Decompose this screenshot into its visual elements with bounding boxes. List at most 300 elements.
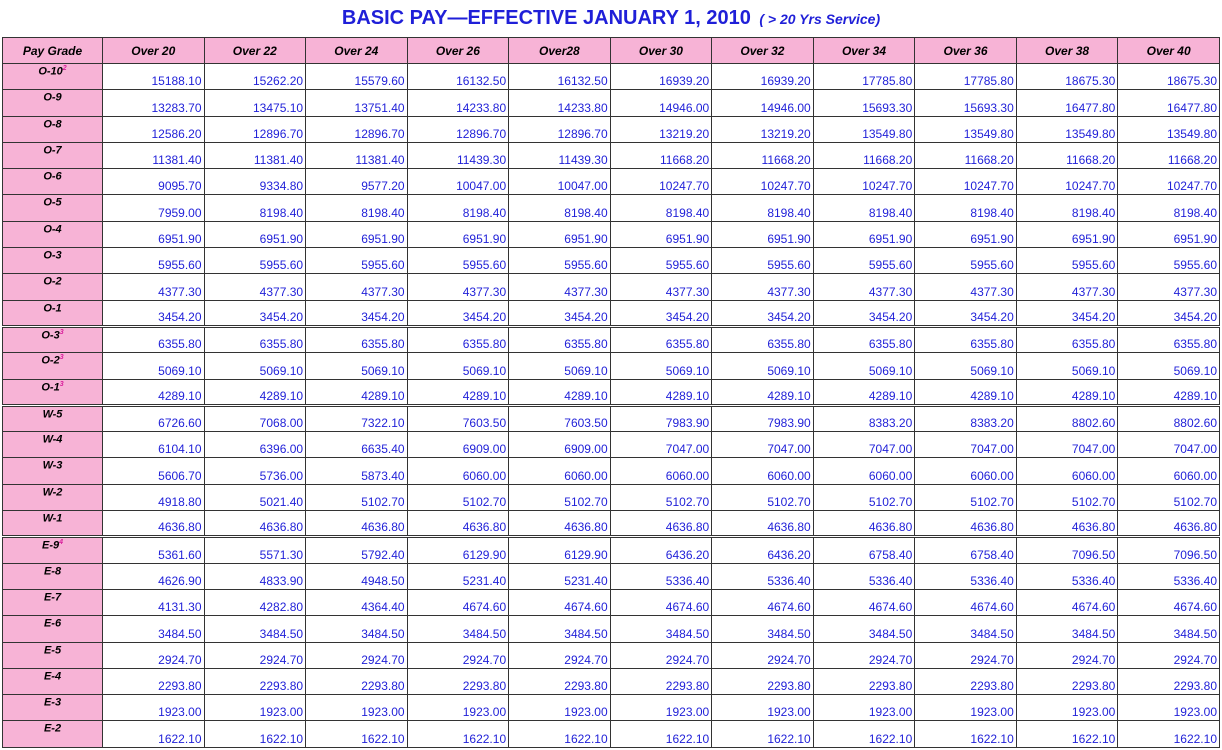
pay-value-cell: 7047.00	[1016, 432, 1118, 458]
pay-value-cell: 6635.40	[306, 432, 408, 458]
pay-value-cell: 11668.20	[712, 142, 814, 168]
pay-value-cell: 5955.60	[306, 248, 408, 274]
pay-value-cell: 3454.20	[509, 300, 611, 326]
pay-value-cell: 5102.70	[1118, 484, 1220, 510]
pay-value-cell: 5955.60	[407, 248, 509, 274]
pay-value-cell: 4377.30	[509, 274, 611, 300]
pay-value-cell: 5955.60	[103, 248, 205, 274]
pay-value-cell: 4289.10	[712, 379, 814, 405]
pay-value-cell: 1923.00	[306, 695, 408, 721]
pay-value-cell: 11668.20	[915, 142, 1017, 168]
pay-value-cell: 4674.60	[509, 589, 611, 615]
header-years-column: Over 40	[1118, 38, 1220, 64]
pay-value-cell: 4289.10	[509, 379, 611, 405]
pay-grade-label: W-2	[42, 486, 63, 499]
pay-value-cell: 1923.00	[407, 695, 509, 721]
pay-grade-cell	[3, 379, 103, 405]
pay-value-cell: 3454.20	[712, 300, 814, 326]
pay-value-cell: 4626.90	[103, 563, 205, 589]
pay-value-cell: 5069.10	[915, 353, 1017, 379]
pay-value-cell: 4289.10	[103, 379, 205, 405]
header-years-column: Over28	[509, 38, 611, 64]
pay-value-cell: 6951.90	[610, 221, 712, 247]
pay-value-cell: 10247.70	[712, 169, 814, 195]
pay-grade-label: O-9	[43, 91, 62, 104]
pay-value-cell: 5069.10	[407, 353, 509, 379]
pay-value-cell: 2924.70	[1016, 642, 1118, 668]
pay-value-cell: 7068.00	[204, 405, 306, 431]
header-years-column: Over 36	[915, 38, 1017, 64]
header-years-column: Over 34	[813, 38, 915, 64]
pay-value-cell: 5102.70	[712, 484, 814, 510]
pay-value-cell: 3454.20	[1016, 300, 1118, 326]
pay-value-cell: 9095.70	[103, 169, 205, 195]
pay-value-cell: 6726.60	[103, 405, 205, 431]
pay-value-cell: 5571.30	[204, 537, 306, 563]
pay-value-cell: 9334.80	[204, 169, 306, 195]
pay-value-cell: 1923.00	[813, 695, 915, 721]
pay-value-cell: 5361.60	[103, 537, 205, 563]
pay-grade-cell	[3, 589, 103, 615]
pay-grade-label: O-5	[43, 197, 62, 210]
pay-value-cell: 4674.60	[407, 589, 509, 615]
pay-value-cell: 6060.00	[1118, 458, 1220, 484]
pay-value-cell: 6951.90	[509, 221, 611, 247]
pay-grade-cell	[3, 563, 103, 589]
pay-value-cell: 6951.90	[915, 221, 1017, 247]
pay-value-cell: 2293.80	[509, 668, 611, 694]
pay-value-cell: 2924.70	[915, 642, 1017, 668]
pay-value-cell: 6951.90	[1118, 221, 1220, 247]
pay-grade-label: O-3	[41, 329, 60, 342]
pay-value-cell: 4674.60	[915, 589, 1017, 615]
pay-grade-cell	[3, 221, 103, 247]
pay-value-cell: 5069.10	[204, 353, 306, 379]
pay-grade-cell	[3, 90, 103, 116]
pay-value-cell: 13549.80	[1016, 116, 1118, 142]
pay-grade-cell	[3, 169, 103, 195]
pay-value-cell: 5336.40	[610, 563, 712, 589]
pay-value-cell: 8198.40	[813, 195, 915, 221]
pay-value-cell: 5336.40	[1118, 563, 1220, 589]
pay-value-cell: 6355.80	[204, 326, 306, 352]
pay-value-cell: 5955.60	[204, 248, 306, 274]
pay-value-cell: 13283.70	[103, 90, 205, 116]
pay-grade-cell	[3, 300, 103, 326]
table-row	[3, 221, 1220, 247]
pay-value-cell: 6355.80	[610, 326, 712, 352]
title-main: BASIC PAY—EFFECTIVE JANUARY 1, 2010	[341, 7, 751, 29]
pay-value-cell: 4636.80	[509, 511, 611, 537]
pay-value-cell: 8198.40	[1118, 195, 1220, 221]
pay-value-cell: 16477.80	[1016, 90, 1118, 116]
pay-value-cell: 4377.30	[306, 274, 408, 300]
basic-pay-table	[2, 37, 1220, 748]
pay-value-cell: 6060.00	[813, 458, 915, 484]
pay-value-cell: 8198.40	[915, 195, 1017, 221]
pay-value-cell: 5021.40	[204, 484, 306, 510]
pay-value-cell: 2924.70	[204, 642, 306, 668]
pay-value-cell: 2924.70	[509, 642, 611, 668]
pay-value-cell: 6758.40	[813, 537, 915, 563]
pay-grade-label: E-2	[43, 723, 62, 736]
pay-value-cell: 2293.80	[813, 668, 915, 694]
pay-grade-label: E-6	[43, 617, 62, 630]
pay-value-cell: 5955.60	[610, 248, 712, 274]
pay-value-cell: 4377.30	[610, 274, 712, 300]
table-body	[3, 64, 1220, 748]
pay-value-cell: 7983.90	[712, 405, 814, 431]
pay-value-cell: 8383.20	[813, 405, 915, 431]
pay-value-cell: 1923.00	[915, 695, 1017, 721]
pay-value-cell: 15188.10	[103, 64, 205, 90]
pay-value-cell: 3484.50	[407, 616, 509, 642]
table-row	[3, 537, 1220, 563]
table-row	[3, 90, 1220, 116]
table-row	[3, 142, 1220, 168]
header-years-column: Over 30	[610, 38, 712, 64]
pay-value-cell: 6355.80	[509, 326, 611, 352]
pay-value-cell: 8198.40	[1016, 195, 1118, 221]
pay-value-cell: 10047.00	[509, 169, 611, 195]
pay-value-cell: 6355.80	[407, 326, 509, 352]
table-row	[3, 668, 1220, 694]
pay-value-cell: 1622.10	[813, 721, 915, 747]
pay-value-cell: 1622.10	[509, 721, 611, 747]
pay-value-cell: 6951.90	[204, 221, 306, 247]
pay-value-cell: 5069.10	[1016, 353, 1118, 379]
pay-value-cell: 8198.40	[610, 195, 712, 221]
pay-value-cell: 15262.20	[204, 64, 306, 90]
footnote-marker: 4	[59, 539, 64, 547]
pay-grade-label: O-7	[43, 144, 62, 157]
pay-value-cell: 1622.10	[407, 721, 509, 747]
pay-value-cell: 4131.30	[103, 589, 205, 615]
pay-value-cell: 4636.80	[407, 511, 509, 537]
header-years-column: Over 38	[1016, 38, 1118, 64]
pay-grade-label: E-7	[43, 591, 62, 604]
pay-value-cell: 1923.00	[509, 695, 611, 721]
pay-value-cell: 5955.60	[1016, 248, 1118, 274]
pay-value-cell: 4948.50	[306, 563, 408, 589]
pay-value-cell: 11381.40	[306, 142, 408, 168]
pay-grade-cell	[3, 721, 103, 747]
pay-value-cell: 4636.80	[204, 511, 306, 537]
header-years-column: Over 20	[103, 38, 205, 64]
pay-value-cell: 11668.20	[610, 142, 712, 168]
pay-value-cell: 10247.70	[610, 169, 712, 195]
pay-value-cell: 3454.20	[407, 300, 509, 326]
pay-value-cell: 8802.60	[1016, 405, 1118, 431]
pay-grade-label: E-5	[43, 644, 62, 657]
pay-value-cell: 5336.40	[1016, 563, 1118, 589]
pay-grade-cell	[3, 116, 103, 142]
pay-value-cell: 15579.60	[306, 64, 408, 90]
pay-value-cell: 11381.40	[103, 142, 205, 168]
pay-value-cell: 13549.80	[1118, 116, 1220, 142]
title-subtitle: ( > 20 Yrs Service)	[759, 11, 881, 27]
pay-value-cell: 8198.40	[509, 195, 611, 221]
pay-value-cell: 4636.80	[915, 511, 1017, 537]
pay-grade-label: E-9	[41, 540, 60, 552]
pay-value-cell: 4289.10	[306, 379, 408, 405]
pay-value-cell: 11668.20	[1118, 142, 1220, 168]
pay-grade-label: O-1	[43, 302, 62, 315]
pay-grade-cell	[3, 484, 103, 510]
pay-grade-label: O-2	[43, 276, 62, 289]
pay-value-cell: 6104.10	[103, 432, 205, 458]
pay-value-cell: 5955.60	[712, 248, 814, 274]
pay-value-cell: 3484.50	[204, 616, 306, 642]
pay-value-cell: 17785.80	[813, 64, 915, 90]
table-row	[3, 721, 1220, 747]
pay-value-cell: 2293.80	[306, 668, 408, 694]
pay-value-cell: 6396.00	[204, 432, 306, 458]
pay-value-cell: 4289.10	[813, 379, 915, 405]
pay-value-cell: 1923.00	[712, 695, 814, 721]
table-row	[3, 484, 1220, 510]
pay-value-cell: 5606.70	[103, 458, 205, 484]
pay-grade-label: W-4	[42, 433, 63, 446]
pay-value-cell: 5102.70	[509, 484, 611, 510]
pay-value-cell: 5336.40	[712, 563, 814, 589]
pay-value-cell: 11381.40	[204, 142, 306, 168]
pay-value-cell: 4377.30	[813, 274, 915, 300]
pay-value-cell: 6355.80	[813, 326, 915, 352]
table-row	[3, 169, 1220, 195]
pay-value-cell: 4636.80	[103, 511, 205, 537]
pay-value-cell: 5102.70	[813, 484, 915, 510]
footnote-marker: 3	[59, 328, 64, 336]
pay-grade-cell	[3, 195, 103, 221]
pay-value-cell: 4918.80	[103, 484, 205, 510]
pay-value-cell: 7959.00	[103, 195, 205, 221]
pay-value-cell: 4282.80	[204, 589, 306, 615]
pay-value-cell: 6436.20	[610, 537, 712, 563]
pay-value-cell: 5069.10	[610, 353, 712, 379]
pay-grade-cell	[3, 248, 103, 274]
pay-value-cell: 18675.30	[1016, 64, 1118, 90]
pay-value-cell: 3484.50	[1016, 616, 1118, 642]
pay-value-cell: 6758.40	[915, 537, 1017, 563]
pay-value-cell: 4636.80	[1118, 511, 1220, 537]
table-row	[3, 695, 1220, 721]
pay-value-cell: 4377.30	[1118, 274, 1220, 300]
pay-value-cell: 5069.10	[306, 353, 408, 379]
pay-value-cell: 6060.00	[712, 458, 814, 484]
pay-value-cell: 5069.10	[103, 353, 205, 379]
table-row	[3, 432, 1220, 458]
pay-value-cell: 4289.10	[1016, 379, 1118, 405]
pay-value-cell: 2924.70	[813, 642, 915, 668]
pay-value-cell: 10247.70	[1118, 169, 1220, 195]
pay-value-cell: 6129.90	[407, 537, 509, 563]
pay-value-cell: 5069.10	[712, 353, 814, 379]
pay-value-cell: 8198.40	[407, 195, 509, 221]
table-row	[3, 616, 1220, 642]
pay-value-cell: 11439.30	[509, 142, 611, 168]
pay-value-cell: 4289.10	[1118, 379, 1220, 405]
table-row	[3, 64, 1220, 90]
pay-value-cell: 15693.30	[915, 90, 1017, 116]
pay-value-cell: 5069.10	[1118, 353, 1220, 379]
footnote-marker: 3	[59, 354, 64, 362]
pay-value-cell: 13549.80	[915, 116, 1017, 142]
pay-value-cell: 2924.70	[306, 642, 408, 668]
table-row	[3, 300, 1220, 326]
pay-value-cell: 6355.80	[915, 326, 1017, 352]
pay-value-cell: 1622.10	[610, 721, 712, 747]
pay-value-cell: 2293.80	[610, 668, 712, 694]
pay-value-cell: 16477.80	[1118, 90, 1220, 116]
pay-grade-label: O-10	[38, 65, 63, 78]
pay-value-cell: 3484.50	[813, 616, 915, 642]
pay-value-cell: 4674.60	[1016, 589, 1118, 615]
table-header-row	[3, 38, 1220, 64]
pay-value-cell: 6355.80	[1118, 326, 1220, 352]
pay-grade-label: W-3	[42, 460, 63, 473]
pay-value-cell: 7322.10	[306, 405, 408, 431]
pay-value-cell: 11668.20	[1016, 142, 1118, 168]
pay-value-cell: 7047.00	[915, 432, 1017, 458]
pay-value-cell: 10247.70	[1016, 169, 1118, 195]
pay-value-cell: 4377.30	[1016, 274, 1118, 300]
pay-value-cell: 3454.20	[813, 300, 915, 326]
pay-grade-label: E-8	[43, 565, 62, 578]
pay-value-cell: 16939.20	[712, 64, 814, 90]
pay-value-cell: 8802.60	[1118, 405, 1220, 431]
pay-value-cell: 13549.80	[813, 116, 915, 142]
pay-value-cell: 2293.80	[103, 668, 205, 694]
pay-value-cell: 5102.70	[610, 484, 712, 510]
table-row	[3, 642, 1220, 668]
pay-value-cell: 3454.20	[306, 300, 408, 326]
pay-grade-label: E-4	[43, 670, 62, 683]
pay-grade-label: O-8	[43, 118, 62, 131]
pay-value-cell: 5336.40	[915, 563, 1017, 589]
pay-value-cell: 1923.00	[1118, 695, 1220, 721]
pay-value-cell: 1923.00	[610, 695, 712, 721]
pay-grade-cell	[3, 353, 103, 379]
pay-value-cell: 16132.50	[407, 64, 509, 90]
pay-value-cell: 6951.90	[712, 221, 814, 247]
pay-value-cell: 3454.20	[103, 300, 205, 326]
pay-value-cell: 7096.50	[1016, 537, 1118, 563]
pay-value-cell: 3484.50	[103, 616, 205, 642]
pay-grade-label: E-3	[43, 696, 62, 709]
pay-value-cell: 4289.10	[407, 379, 509, 405]
pay-value-cell: 6355.80	[1016, 326, 1118, 352]
pay-value-cell: 6909.00	[509, 432, 611, 458]
pay-value-cell: 13219.20	[610, 116, 712, 142]
pay-value-cell: 7047.00	[1118, 432, 1220, 458]
pay-value-cell: 4364.40	[306, 589, 408, 615]
pay-value-cell: 7047.00	[610, 432, 712, 458]
pay-value-cell: 4377.30	[103, 274, 205, 300]
pay-value-cell: 15693.30	[813, 90, 915, 116]
header-years-column: Over 22	[204, 38, 306, 64]
pay-value-cell: 7096.50	[1118, 537, 1220, 563]
pay-value-cell: 2924.70	[1118, 642, 1220, 668]
pay-value-cell: 14233.80	[407, 90, 509, 116]
pay-value-cell: 7047.00	[813, 432, 915, 458]
pay-grade-cell	[3, 511, 103, 537]
pay-value-cell: 4289.10	[610, 379, 712, 405]
table-row	[3, 353, 1220, 379]
pay-value-cell: 5069.10	[813, 353, 915, 379]
pay-value-cell: 6951.90	[103, 221, 205, 247]
pay-value-cell: 1923.00	[204, 695, 306, 721]
pay-grade-cell	[3, 668, 103, 694]
pay-value-cell: 3484.50	[610, 616, 712, 642]
table-row	[3, 116, 1220, 142]
pay-grade-cell	[3, 695, 103, 721]
pay-value-cell: 5102.70	[407, 484, 509, 510]
pay-value-cell: 8198.40	[306, 195, 408, 221]
pay-value-cell: 4674.60	[1118, 589, 1220, 615]
pay-value-cell: 12896.70	[407, 116, 509, 142]
pay-value-cell: 1622.10	[1016, 721, 1118, 747]
pay-value-cell: 16939.20	[610, 64, 712, 90]
pay-value-cell: 7047.00	[712, 432, 814, 458]
table-row	[3, 195, 1220, 221]
pay-value-cell: 3484.50	[712, 616, 814, 642]
table-row	[3, 589, 1220, 615]
pay-value-cell: 13475.10	[204, 90, 306, 116]
header-pay-grade: Pay Grade	[3, 38, 103, 64]
pay-value-cell: 18675.30	[1118, 64, 1220, 90]
pay-value-cell: 2924.70	[610, 642, 712, 668]
pay-value-cell: 6060.00	[1016, 458, 1118, 484]
pay-value-cell: 1622.10	[712, 721, 814, 747]
table-row	[3, 379, 1220, 405]
pay-value-cell: 3454.20	[610, 300, 712, 326]
pay-value-cell: 7983.90	[610, 405, 712, 431]
pay-value-cell: 10047.00	[407, 169, 509, 195]
pay-value-cell: 4377.30	[915, 274, 1017, 300]
pay-value-cell: 1923.00	[103, 695, 205, 721]
pay-value-cell: 13219.20	[712, 116, 814, 142]
pay-value-cell: 12896.70	[306, 116, 408, 142]
pay-value-cell: 4636.80	[610, 511, 712, 537]
pay-grade-label: O-4	[43, 223, 62, 236]
pay-value-cell: 6951.90	[813, 221, 915, 247]
pay-value-cell: 1622.10	[103, 721, 205, 747]
pay-value-cell: 2293.80	[1016, 668, 1118, 694]
pay-value-cell: 5736.00	[204, 458, 306, 484]
pay-value-cell: 3484.50	[306, 616, 408, 642]
pay-grade-cell	[3, 326, 103, 352]
pay-value-cell: 5792.40	[306, 537, 408, 563]
pay-grade-cell	[3, 458, 103, 484]
pay-value-cell: 9577.20	[306, 169, 408, 195]
pay-value-cell: 6060.00	[407, 458, 509, 484]
pay-value-cell: 2293.80	[204, 668, 306, 694]
pay-value-cell: 6060.00	[610, 458, 712, 484]
pay-value-cell: 4833.90	[204, 563, 306, 589]
pay-value-cell: 7603.50	[509, 405, 611, 431]
pay-value-cell: 6951.90	[407, 221, 509, 247]
pay-value-cell: 11668.20	[813, 142, 915, 168]
pay-value-cell: 3484.50	[1118, 616, 1220, 642]
pay-value-cell: 5102.70	[915, 484, 1017, 510]
table-row	[3, 458, 1220, 484]
pay-value-cell: 3484.50	[915, 616, 1017, 642]
pay-value-cell: 7603.50	[407, 405, 509, 431]
pay-value-cell: 5231.40	[509, 563, 611, 589]
pay-value-cell: 10247.70	[813, 169, 915, 195]
pay-value-cell: 6951.90	[1016, 221, 1118, 247]
